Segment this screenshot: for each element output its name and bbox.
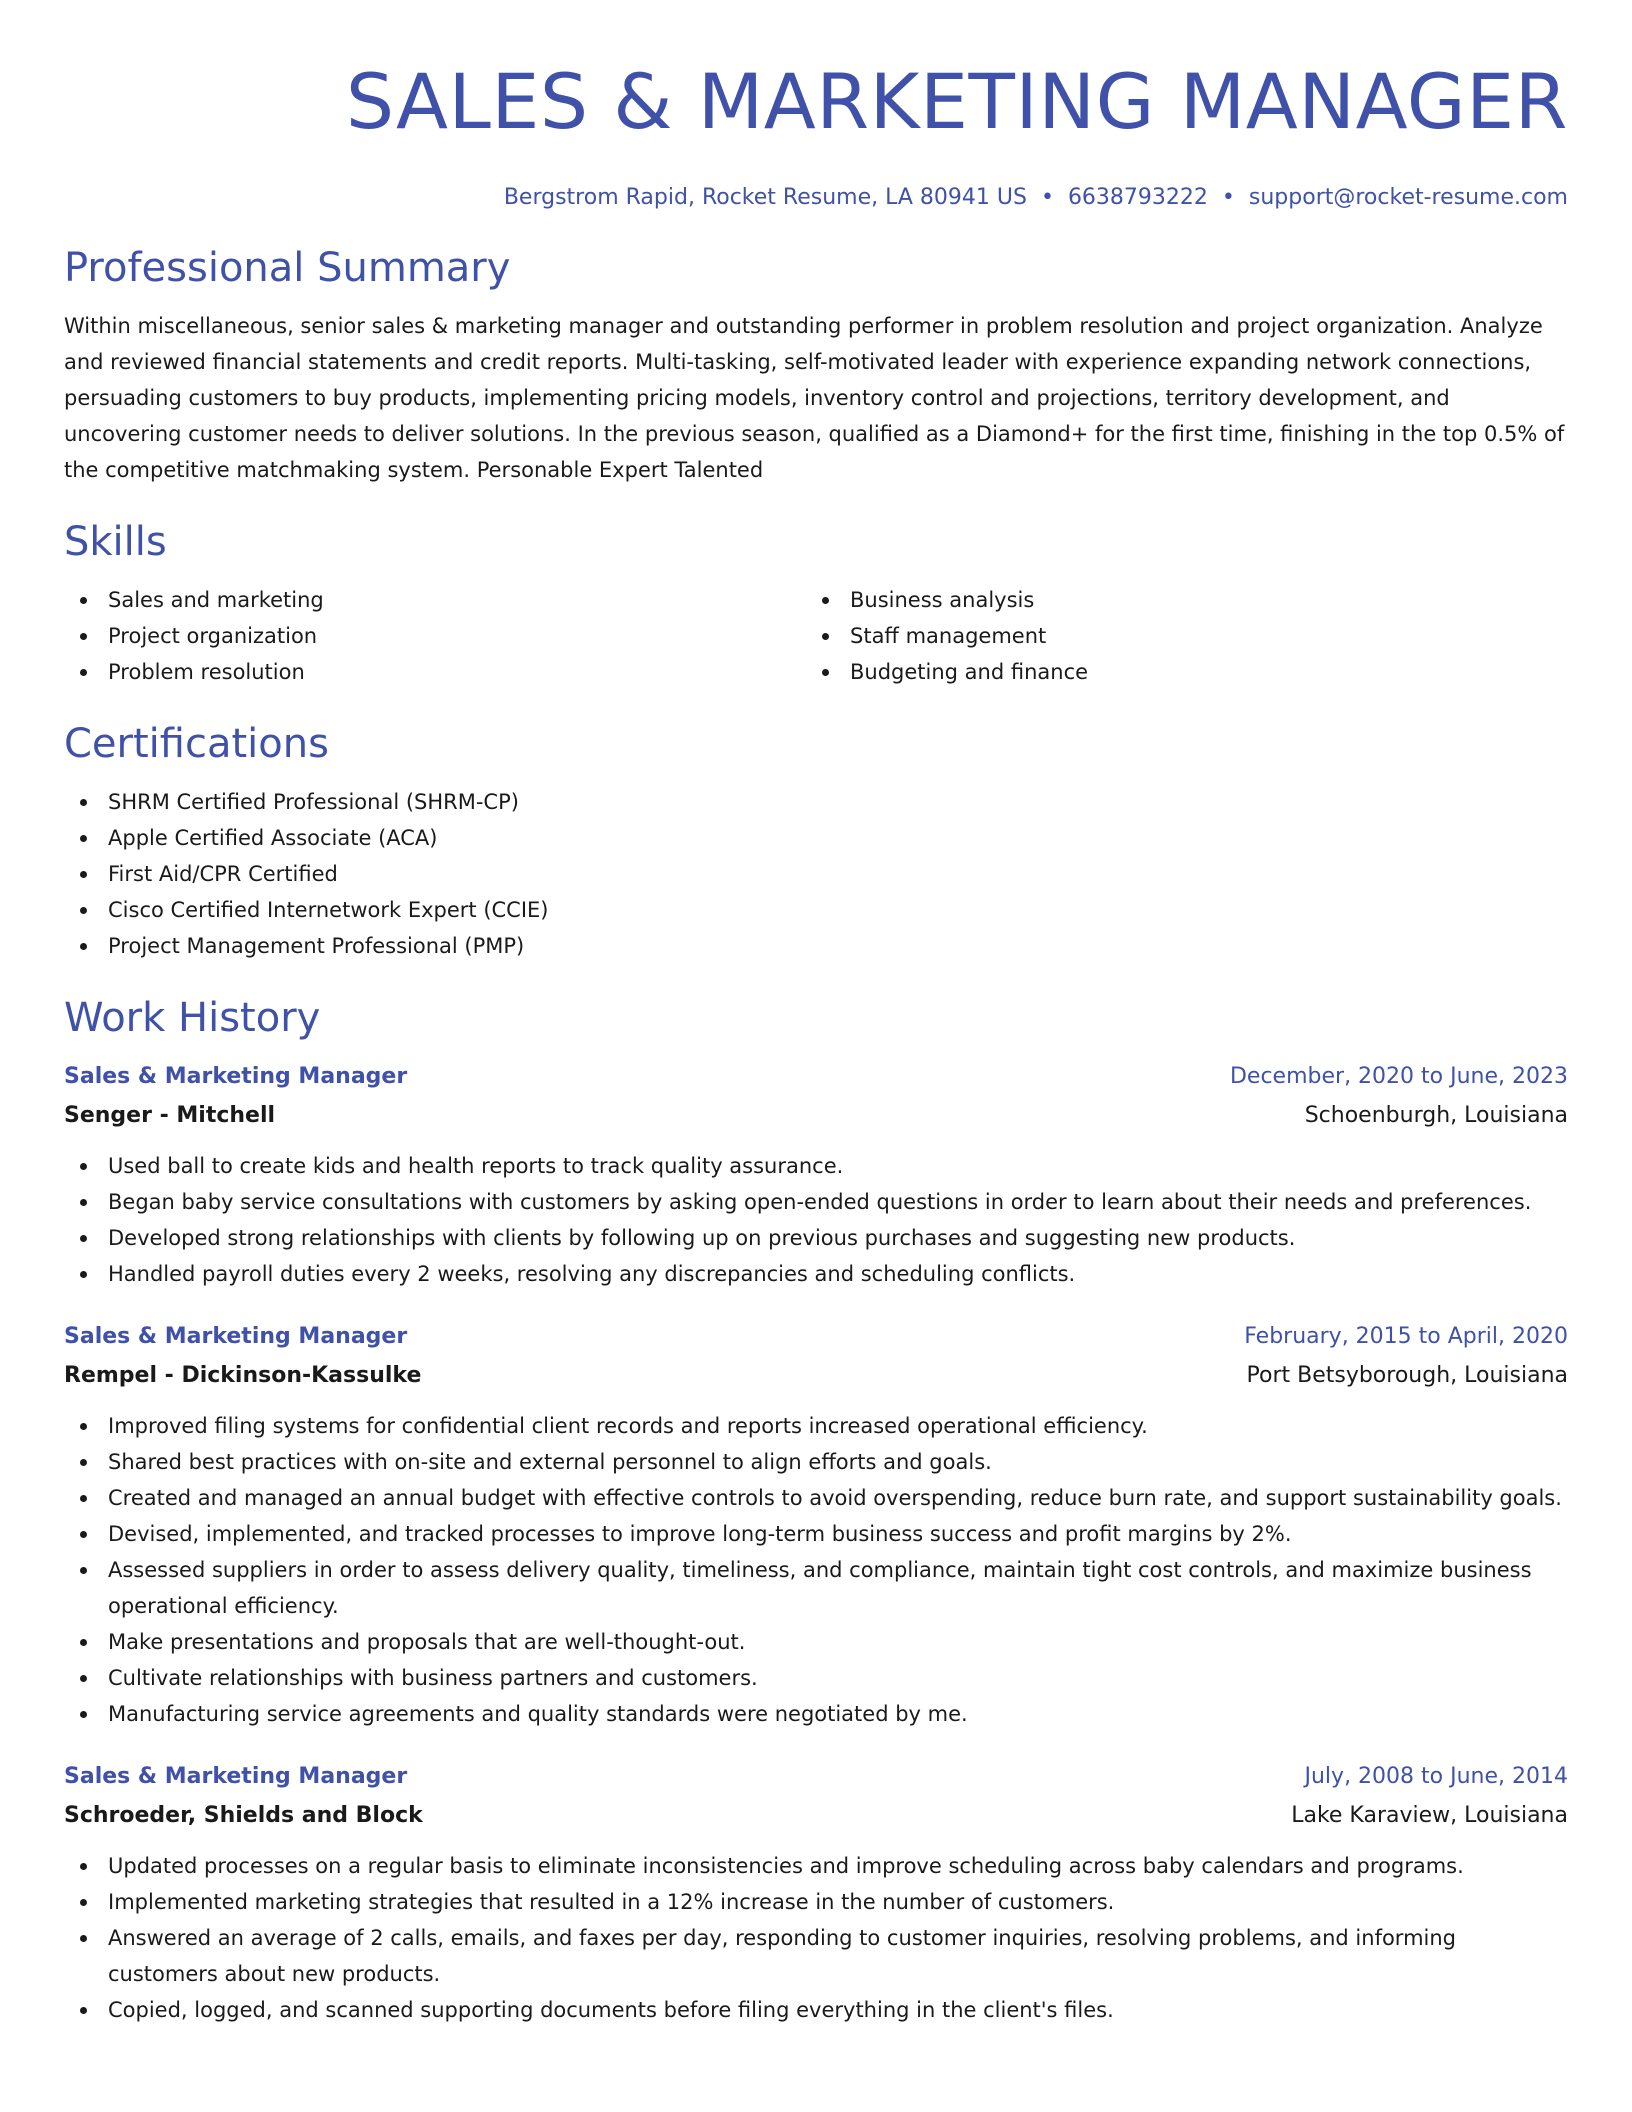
job-header-row [64, 1318, 1568, 1356]
job-bullet: Implemented marketing strategies that resulted in a 12% increase in the number of customers. [64, 1884, 1568, 1920]
job-bullet: Created and managed an annual budget with effective controls to avoid overspending, reduce burn rate, and support sustainability goals. [64, 1480, 1568, 1516]
work-history-heading: Work History [64, 995, 321, 1041]
skill-item: Problem resolution [64, 654, 806, 690]
contact-separator: • [1221, 185, 1235, 210]
contact-line [64, 182, 1568, 214]
skill-item: Budgeting and finance [806, 654, 1548, 690]
job-company: Rempel - Dickinson-Kassulke [64, 1363, 422, 1388]
job-location: Port Betsyborough, Louisiana [1246, 1363, 1568, 1388]
contact-separator: • [1040, 185, 1054, 210]
job-role: Sales & Marketing Manager [64, 1764, 408, 1789]
contact-phone: 6638793222 [1067, 185, 1208, 210]
job-location: Schoenburgh, Louisiana [1304, 1103, 1568, 1128]
job-bullet: Make presentations and proposals that are well-thought-out. [64, 1624, 1568, 1660]
job-company-row [64, 1096, 1568, 1136]
skill-item: Business analysis [806, 582, 1548, 618]
job-bullet: Developed strong relationships with clients by following up on previous purchases and suggesting new products. [64, 1220, 1568, 1256]
certifications-heading: Certifications [64, 721, 329, 767]
skill-item: Project organization [64, 618, 806, 654]
job-bullet: Handled payroll duties every 2 weeks, resolving any discrepancies and scheduling conflicts. [64, 1256, 1568, 1292]
job-location: Lake Karaview, Louisiana [1291, 1803, 1568, 1828]
summary-heading: Professional Summary [64, 245, 511, 291]
job-entry [64, 1758, 1568, 2028]
skills-list-right [806, 582, 1548, 690]
job-bullet: Updated processes on a regular basis to eliminate inconsistencies and improve scheduling across baby calendars and programs. [64, 1848, 1568, 1884]
skill-item: Sales and marketing [64, 582, 806, 618]
job-bullets [64, 1148, 1568, 1292]
skills-grid [64, 582, 1568, 690]
skills-heading: Skills [64, 519, 167, 565]
resume-page [64, 0, 1568, 2028]
skills-list-left [64, 582, 806, 690]
job-entry [64, 1058, 1568, 1292]
job-entry [64, 1318, 1568, 1732]
contact-email[interactable]: support@rocket-resume.com [1248, 185, 1568, 210]
contact-address: Bergstrom Rapid, Rocket Resume, LA 80941 US [503, 185, 1027, 210]
job-bullet: Manufacturing service agreements and quality standards were negotiated by me. [64, 1696, 1568, 1732]
job-header-row [64, 1758, 1568, 1796]
certification-item: Cisco Certified Internetwork Expert (CCIE) [64, 892, 1568, 928]
job-dates: July, 2008 to June, 2014 [1304, 1764, 1568, 1789]
job-bullet: Shared best practices with on-site and external personnel to align efforts and goals. [64, 1444, 1568, 1480]
certification-item: Apple Certified Associate (ACA) [64, 820, 1568, 856]
job-role: Sales & Marketing Manager [64, 1324, 408, 1349]
certification-item: Project Management Professional (PMP) [64, 928, 1568, 964]
job-role: Sales & Marketing Manager [64, 1064, 408, 1089]
job-bullets [64, 1408, 1568, 1732]
certification-item: SHRM Certified Professional (SHRM-CP) [64, 784, 1568, 820]
summary-text: Within miscellaneous, senior sales & marketing manager and outstanding performer in problem resolution and project organization. Analyze and reviewed financial statements and credit reports. Multi-tasking, self-motivated leader with experience expanding network connections, persuading customers to buy products, implementing pricing models, inventory control and projections, territory development, and uncovering customer needs to deliver solutions. In the previous season, qualified as a Diamond+ for the first time, finishing in the top 0.5% of the competitive matchmaking system. Personable Expert Talented [64, 314, 1565, 482]
resume-title: SALES & MARKETING MANAGER [345, 57, 1568, 146]
job-bullet: Improved filing systems for confidential client records and reports increased operational efficiency. [64, 1408, 1568, 1444]
job-bullet: Copied, logged, and scanned supporting documents before filing everything in the client's files. [64, 1992, 1568, 2028]
skill-item: Staff management [806, 618, 1548, 654]
job-bullet: Used ball to create kids and health reports to track quality assurance. [64, 1148, 1568, 1184]
job-bullet: Began baby service consultations with customers by asking open-ended questions in order to learn about their needs and preferences. [64, 1184, 1568, 1220]
job-header-row [64, 1058, 1568, 1096]
certifications-list [64, 784, 1568, 964]
job-dates: December, 2020 to June, 2023 [1229, 1064, 1568, 1089]
job-company-row [64, 1796, 1568, 1836]
job-company-row [64, 1356, 1568, 1396]
job-bullets [64, 1848, 1568, 2028]
job-bullet: Assessed suppliers in order to assess delivery quality, timeliness, and compliance, maintain tight cost controls, and maximize business operational efficiency. [64, 1552, 1568, 1624]
job-bullet: Answered an average of 2 calls, emails, and faxes per day, responding to customer inquiries, resolving problems, and informing customers about new products. [64, 1920, 1568, 1992]
job-company: Schroeder, Shields and Block [64, 1803, 423, 1828]
job-company: Senger - Mitchell [64, 1103, 276, 1128]
job-dates: February, 2015 to April, 2020 [1244, 1324, 1568, 1349]
job-bullet: Devised, implemented, and tracked processes to improve long-term business success and profit margins by 2%. [64, 1516, 1568, 1552]
certification-item: First Aid/CPR Certified [64, 856, 1568, 892]
job-bullet: Cultivate relationships with business partners and customers. [64, 1660, 1568, 1696]
